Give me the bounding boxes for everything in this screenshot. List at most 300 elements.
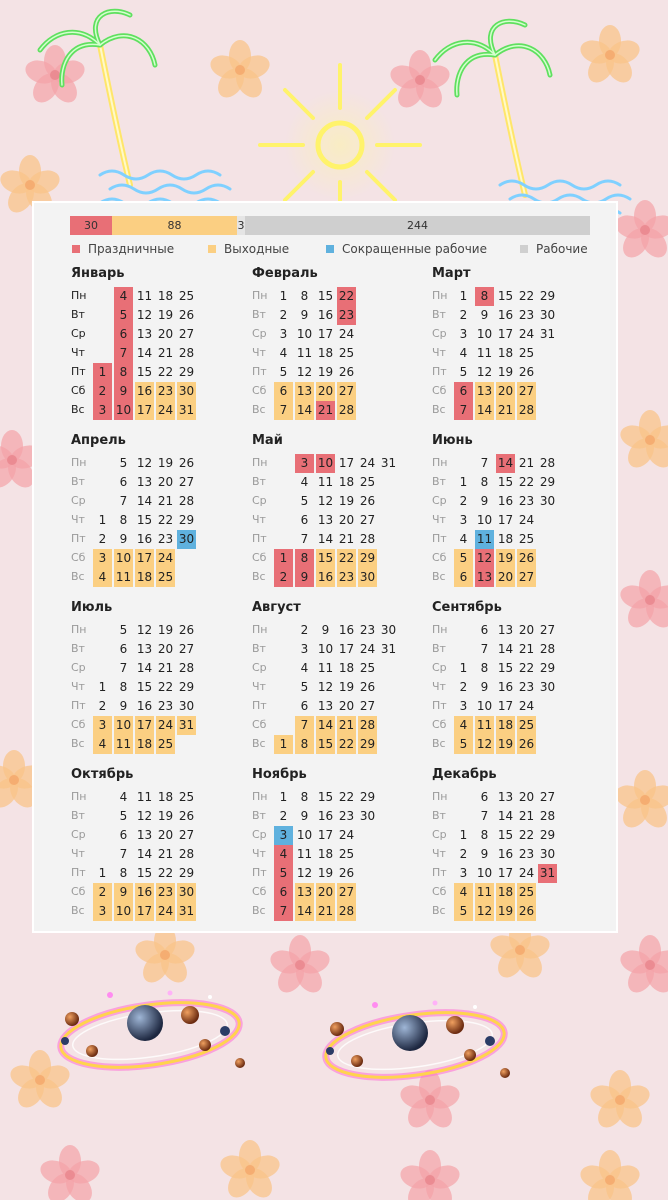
weekday-label: Пт: [252, 365, 267, 378]
day-cell: 16: [317, 308, 334, 322]
weekday-label: Пн: [71, 623, 87, 636]
weekday-label: Сб: [71, 384, 86, 397]
day-cell: 26: [517, 735, 536, 754]
day-cell: 15: [316, 735, 335, 754]
day-cell: 18: [317, 346, 334, 360]
weekday-label: Вс: [252, 737, 266, 750]
day-cell: 29: [178, 365, 195, 379]
day-cell: 23: [337, 306, 356, 325]
day-cell: 24: [156, 716, 175, 735]
day-cell: 12: [475, 735, 494, 754]
day-cell: 26: [338, 365, 355, 379]
weekday-label: Чт: [71, 680, 85, 693]
day-cell: 12: [475, 549, 494, 568]
day-cell: 28: [178, 661, 195, 675]
day-cell: 1: [274, 549, 293, 568]
day-cell: 29: [539, 828, 556, 842]
day-cell: 12: [475, 902, 494, 921]
day-cell: 25: [517, 716, 536, 735]
day-cell: 18: [157, 289, 174, 303]
day-cell: 14: [295, 902, 314, 921]
weekday-label: Вс: [71, 403, 85, 416]
day-cell: 13: [317, 513, 334, 527]
day-cell: 30: [358, 568, 377, 587]
month-name: Январь: [71, 266, 125, 281]
weekday-label: Ср: [252, 327, 267, 340]
day-cell: 31: [380, 642, 397, 656]
day-cell: 18: [496, 716, 515, 735]
day-cell: 6: [454, 568, 473, 587]
day-cell: 19: [338, 494, 355, 508]
weekday-label: Сб: [252, 384, 267, 397]
day-cell: 25: [518, 346, 535, 360]
day-cell: 7: [295, 716, 314, 735]
day-cell: 9: [480, 847, 489, 861]
day-cell: 11: [136, 289, 153, 303]
day-cell: 4: [114, 287, 133, 306]
day-cell: 15: [497, 289, 514, 303]
day-cell: 13: [136, 828, 153, 842]
day-cell: 28: [358, 716, 377, 735]
weekday-label: Пт: [432, 532, 447, 545]
day-cell: 4: [300, 475, 309, 489]
weekday-label: Пт: [71, 365, 86, 378]
day-cell: 5: [300, 680, 309, 694]
day-cell: 10: [476, 513, 493, 527]
day-cell: 2: [93, 382, 112, 401]
day-cell: 24: [518, 699, 535, 713]
weekday-label: Вт: [432, 475, 446, 488]
weekday-label: Ср: [71, 494, 86, 507]
day-cell: 20: [157, 642, 174, 656]
weekday-label: Ср: [252, 661, 267, 674]
day-cell: 19: [497, 365, 514, 379]
weekday-label: Пн: [252, 456, 268, 469]
day-cell: 8: [480, 661, 489, 675]
month-calendar: [432, 433, 592, 583]
weekday-label: Пн: [71, 790, 87, 803]
day-cell: 7: [274, 902, 293, 921]
day-cell: 30: [359, 809, 376, 823]
day-cell: 21: [316, 902, 335, 921]
day-cell: 15: [497, 475, 514, 489]
day-cell: 27: [517, 568, 536, 587]
day-cell: 4: [459, 346, 468, 360]
day-cell: 27: [337, 883, 356, 902]
day-cell: 15: [317, 790, 334, 804]
day-cell: 16: [317, 809, 334, 823]
day-cell: 11: [296, 847, 313, 861]
day-cell: 1: [98, 866, 107, 880]
day-cell: 12: [136, 456, 153, 470]
day-cell: 10: [316, 454, 335, 473]
day-cell: 10: [114, 401, 133, 420]
day-cell: 30: [177, 382, 196, 401]
day-cell: 23: [156, 382, 175, 401]
weekday-label: Вт: [432, 809, 446, 822]
day-cell: 8: [119, 513, 128, 527]
weekday-label: Ср: [71, 828, 86, 841]
day-cell: 6: [274, 883, 293, 902]
day-cell: 4: [459, 532, 468, 546]
day-cell: 27: [539, 623, 556, 637]
day-cell: 13: [295, 883, 314, 902]
day-cell: 27: [178, 327, 195, 341]
day-cell: 3: [274, 826, 293, 845]
weekday-label: Сб: [71, 718, 86, 731]
day-cell: 18: [338, 475, 355, 489]
day-cell: 21: [337, 716, 356, 735]
day-cell: 7: [274, 401, 293, 420]
day-cell: 30: [539, 308, 556, 322]
day-cell: 7: [480, 642, 489, 656]
legend: [70, 241, 600, 257]
day-cell: 15: [316, 549, 335, 568]
day-cell: 20: [496, 568, 515, 587]
month-name: Апрель: [71, 433, 126, 448]
day-cell: 18: [317, 847, 334, 861]
day-cell: 24: [338, 327, 355, 341]
day-cell: 17: [317, 327, 334, 341]
day-cell: 5: [274, 864, 293, 883]
month-calendar: [252, 266, 412, 416]
day-cell: 21: [157, 346, 174, 360]
day-cell: 10: [476, 866, 493, 880]
day-cell: 17: [497, 513, 514, 527]
weekday-label: Чт: [252, 680, 266, 693]
day-cell: 15: [497, 828, 514, 842]
day-cell: 21: [157, 494, 174, 508]
day-cell: 10: [296, 828, 313, 842]
day-cell: 30: [539, 494, 556, 508]
day-cell: 27: [178, 642, 195, 656]
weekday-label: Вт: [71, 308, 85, 321]
day-cell: 26: [517, 902, 536, 921]
day-cell: 28: [178, 494, 195, 508]
month-calendar: [71, 433, 231, 583]
day-cell: 15: [136, 513, 153, 527]
day-cell: 24: [518, 327, 535, 341]
day-cell: 2: [459, 680, 468, 694]
weekday-label: Чт: [252, 847, 266, 860]
day-cell: 2: [459, 494, 468, 508]
day-cell: 1: [98, 513, 107, 527]
day-cell: 1: [459, 475, 468, 489]
weekday-label: Пт: [252, 532, 267, 545]
day-cell: 5: [279, 365, 288, 379]
weekday-label: Пн: [252, 790, 268, 803]
weekday-label: Вс: [252, 904, 266, 917]
day-cell: 25: [338, 346, 355, 360]
weekday-label: Вт: [432, 642, 446, 655]
day-cell: 19: [157, 623, 174, 637]
day-cell: 22: [157, 866, 174, 880]
day-cell: 2: [459, 847, 468, 861]
day-cell: 20: [157, 475, 174, 489]
legend-swatch: [72, 245, 80, 253]
calendar-card: [34, 203, 616, 931]
day-cell: 14: [136, 847, 153, 861]
day-cell: 3: [459, 327, 468, 341]
day-cell: 17: [497, 327, 514, 341]
day-cell: 23: [338, 809, 355, 823]
day-cell: 3: [93, 549, 112, 568]
day-cell: 12: [136, 809, 153, 823]
day-cell: 16: [136, 699, 153, 713]
day-cell: 7: [454, 401, 473, 420]
month-name: Июнь: [432, 433, 473, 448]
day-cell: 14: [497, 642, 514, 656]
day-cell: 15: [136, 866, 153, 880]
day-cell: 3: [459, 699, 468, 713]
day-cell: 22: [157, 513, 174, 527]
weekday-label: Ср: [432, 327, 447, 340]
day-cell: 29: [358, 549, 377, 568]
day-cell: 26: [359, 494, 376, 508]
day-cell: 7: [119, 494, 128, 508]
day-cell: 8: [475, 287, 494, 306]
day-cell: 29: [359, 790, 376, 804]
month-calendar: [71, 600, 231, 750]
day-cell: 10: [476, 327, 493, 341]
day-cell: 18: [497, 346, 514, 360]
day-cell: 11: [317, 475, 334, 489]
day-cell: 11: [114, 735, 133, 754]
day-cell: 5: [119, 456, 128, 470]
day-cell: 6: [119, 828, 128, 842]
weekday-label: Ср: [71, 327, 86, 340]
day-cell: 17: [338, 642, 355, 656]
weekends-count: 88: [112, 216, 237, 235]
month-name: Сентябрь: [432, 600, 502, 615]
day-cell: 27: [178, 828, 195, 842]
shortened-count: 3: [237, 216, 245, 235]
weekday-label: Сб: [252, 551, 267, 564]
day-cell: 9: [300, 308, 309, 322]
day-cell: 27: [359, 699, 376, 713]
day-cell: 9: [295, 568, 314, 587]
weekday-label: Пн: [71, 456, 87, 469]
legend-swatch: [208, 245, 216, 253]
day-cell: 10: [114, 902, 133, 921]
day-cell: 18: [496, 883, 515, 902]
day-cell: 15: [136, 680, 153, 694]
day-cell: 9: [300, 809, 309, 823]
day-cell: 17: [135, 716, 154, 735]
weekday-label: Ср: [252, 828, 267, 841]
day-cell: 29: [178, 513, 195, 527]
day-cell: 22: [337, 549, 356, 568]
day-cell: 16: [497, 308, 514, 322]
day-cell: 12: [136, 308, 153, 322]
day-cell: 28: [539, 642, 556, 656]
day-cell: 1: [279, 790, 288, 804]
day-cell: 17: [135, 401, 154, 420]
day-cell: 1: [93, 363, 112, 382]
month-calendar: [71, 266, 231, 416]
palm-tree-icon: [435, 21, 550, 195]
day-cell: 4: [93, 735, 112, 754]
day-cell: 6: [119, 642, 128, 656]
day-cell: 2: [279, 809, 288, 823]
day-cell: 20: [496, 382, 515, 401]
day-cell: 11: [475, 883, 494, 902]
legend-swatch: [520, 245, 528, 253]
day-cell: 10: [114, 549, 133, 568]
day-cell: 24: [518, 866, 535, 880]
day-cell: 8: [300, 790, 309, 804]
day-cell: 5: [454, 549, 473, 568]
day-cell: 2: [300, 623, 309, 637]
month-name: Ноябрь: [252, 767, 307, 782]
day-cell: 18: [497, 532, 514, 546]
weekday-label: Вс: [252, 570, 266, 583]
weekday-label: Ср: [252, 494, 267, 507]
day-cell: 25: [517, 883, 536, 902]
day-cell: 14: [295, 401, 314, 420]
day-cell: 2: [98, 699, 107, 713]
day-cell: 17: [135, 902, 154, 921]
day-cell: 7: [300, 532, 309, 546]
day-cell: 24: [156, 549, 175, 568]
day-cell: 19: [157, 308, 174, 322]
day-cell: 31: [177, 716, 196, 735]
day-cell: 16: [497, 847, 514, 861]
day-cell: 1: [459, 289, 468, 303]
month-calendar: [71, 767, 231, 917]
weekday-label: Вт: [252, 809, 266, 822]
day-cell: 8: [295, 549, 314, 568]
day-cell: 27: [178, 475, 195, 489]
day-cell: 24: [518, 513, 535, 527]
day-cell: 12: [136, 623, 153, 637]
day-cell: 14: [475, 401, 494, 420]
day-cell: 23: [156, 883, 175, 902]
weekday-label: Пт: [71, 532, 86, 545]
planet-ring-icon: [57, 991, 245, 1078]
day-cell: 2: [274, 568, 293, 587]
day-cell: 19: [496, 549, 515, 568]
day-cell: 31: [177, 902, 196, 921]
day-cell: 1: [98, 680, 107, 694]
weekday-label: Сб: [252, 885, 267, 898]
weekday-label: Ср: [432, 494, 447, 507]
day-cell: 11: [475, 530, 494, 549]
day-cell: 22: [337, 735, 356, 754]
day-cell: 23: [157, 699, 174, 713]
weekday-label: Чт: [71, 513, 85, 526]
day-cell: 21: [338, 532, 355, 546]
day-cell: 6: [480, 623, 489, 637]
day-cell: 20: [157, 327, 174, 341]
day-cell: 8: [480, 828, 489, 842]
day-cell: 13: [317, 699, 334, 713]
day-cell: 17: [338, 456, 355, 470]
day-cell: 24: [359, 456, 376, 470]
day-cell: 15: [497, 661, 514, 675]
palm-tree-icon: [40, 11, 155, 185]
day-cell: 13: [136, 475, 153, 489]
day-cell: 30: [178, 699, 195, 713]
weekday-label: Пн: [252, 623, 268, 636]
day-cell: 16: [497, 494, 514, 508]
day-cell: 24: [338, 828, 355, 842]
day-cell: 6: [114, 325, 133, 344]
day-cell: 4: [454, 883, 473, 902]
weekday-label: Пт: [71, 699, 86, 712]
day-cell: 21: [496, 401, 515, 420]
day-cell: 28: [178, 346, 195, 360]
day-cell: 20: [518, 790, 535, 804]
day-cell: 2: [98, 532, 107, 546]
month-name: Декабрь: [432, 767, 497, 782]
day-cell: 30: [177, 883, 196, 902]
day-cell: 23: [359, 623, 376, 637]
day-cell: 29: [539, 475, 556, 489]
day-cell: 22: [337, 287, 356, 306]
month-name: Май: [252, 433, 283, 448]
day-cell: 14: [496, 454, 515, 473]
weekday-label: Сб: [71, 551, 86, 564]
day-cell: 30: [539, 847, 556, 861]
day-cell: 9: [480, 308, 489, 322]
day-cell: 13: [295, 382, 314, 401]
day-cell: 9: [480, 680, 489, 694]
day-cell: 7: [119, 661, 128, 675]
weekday-label: Чт: [252, 346, 266, 359]
day-cell: 5: [119, 809, 128, 823]
day-cell: 26: [178, 623, 195, 637]
month-name: Июль: [71, 600, 113, 615]
day-cell: 6: [119, 475, 128, 489]
day-cell: 26: [178, 456, 195, 470]
day-cell: 22: [338, 790, 355, 804]
day-cell: 28: [178, 847, 195, 861]
month-calendar: [432, 600, 592, 750]
month-name: Март: [432, 266, 471, 281]
day-cell: 26: [517, 549, 536, 568]
day-cell: 9: [480, 494, 489, 508]
day-cell: 17: [317, 828, 334, 842]
day-cell: 16: [136, 532, 153, 546]
weekday-label: Сб: [71, 885, 86, 898]
day-cell: 26: [359, 680, 376, 694]
day-cell: 10: [296, 327, 313, 341]
day-cell: 18: [135, 568, 154, 587]
day-cell: 29: [178, 866, 195, 880]
day-cell: 20: [157, 828, 174, 842]
day-cell: 10: [114, 716, 133, 735]
day-cell: 12: [317, 494, 334, 508]
day-cell: 15: [136, 365, 153, 379]
day-cell: 7: [119, 847, 128, 861]
day-cell: 21: [518, 456, 535, 470]
day-cell: 8: [119, 680, 128, 694]
day-cell: 25: [359, 475, 376, 489]
day-cell: 18: [338, 661, 355, 675]
day-cell: 3: [295, 454, 314, 473]
day-cell: 5: [114, 306, 133, 325]
weekday-label: Вт: [432, 308, 446, 321]
weekday-label: Вс: [71, 737, 85, 750]
day-cell: 4: [279, 346, 288, 360]
day-cell: 24: [359, 642, 376, 656]
weekday-label: Пт: [432, 866, 447, 879]
day-cell: 2: [93, 883, 112, 902]
day-cell: 1: [274, 735, 293, 754]
day-cell: 20: [518, 623, 535, 637]
day-cell: 29: [358, 735, 377, 754]
